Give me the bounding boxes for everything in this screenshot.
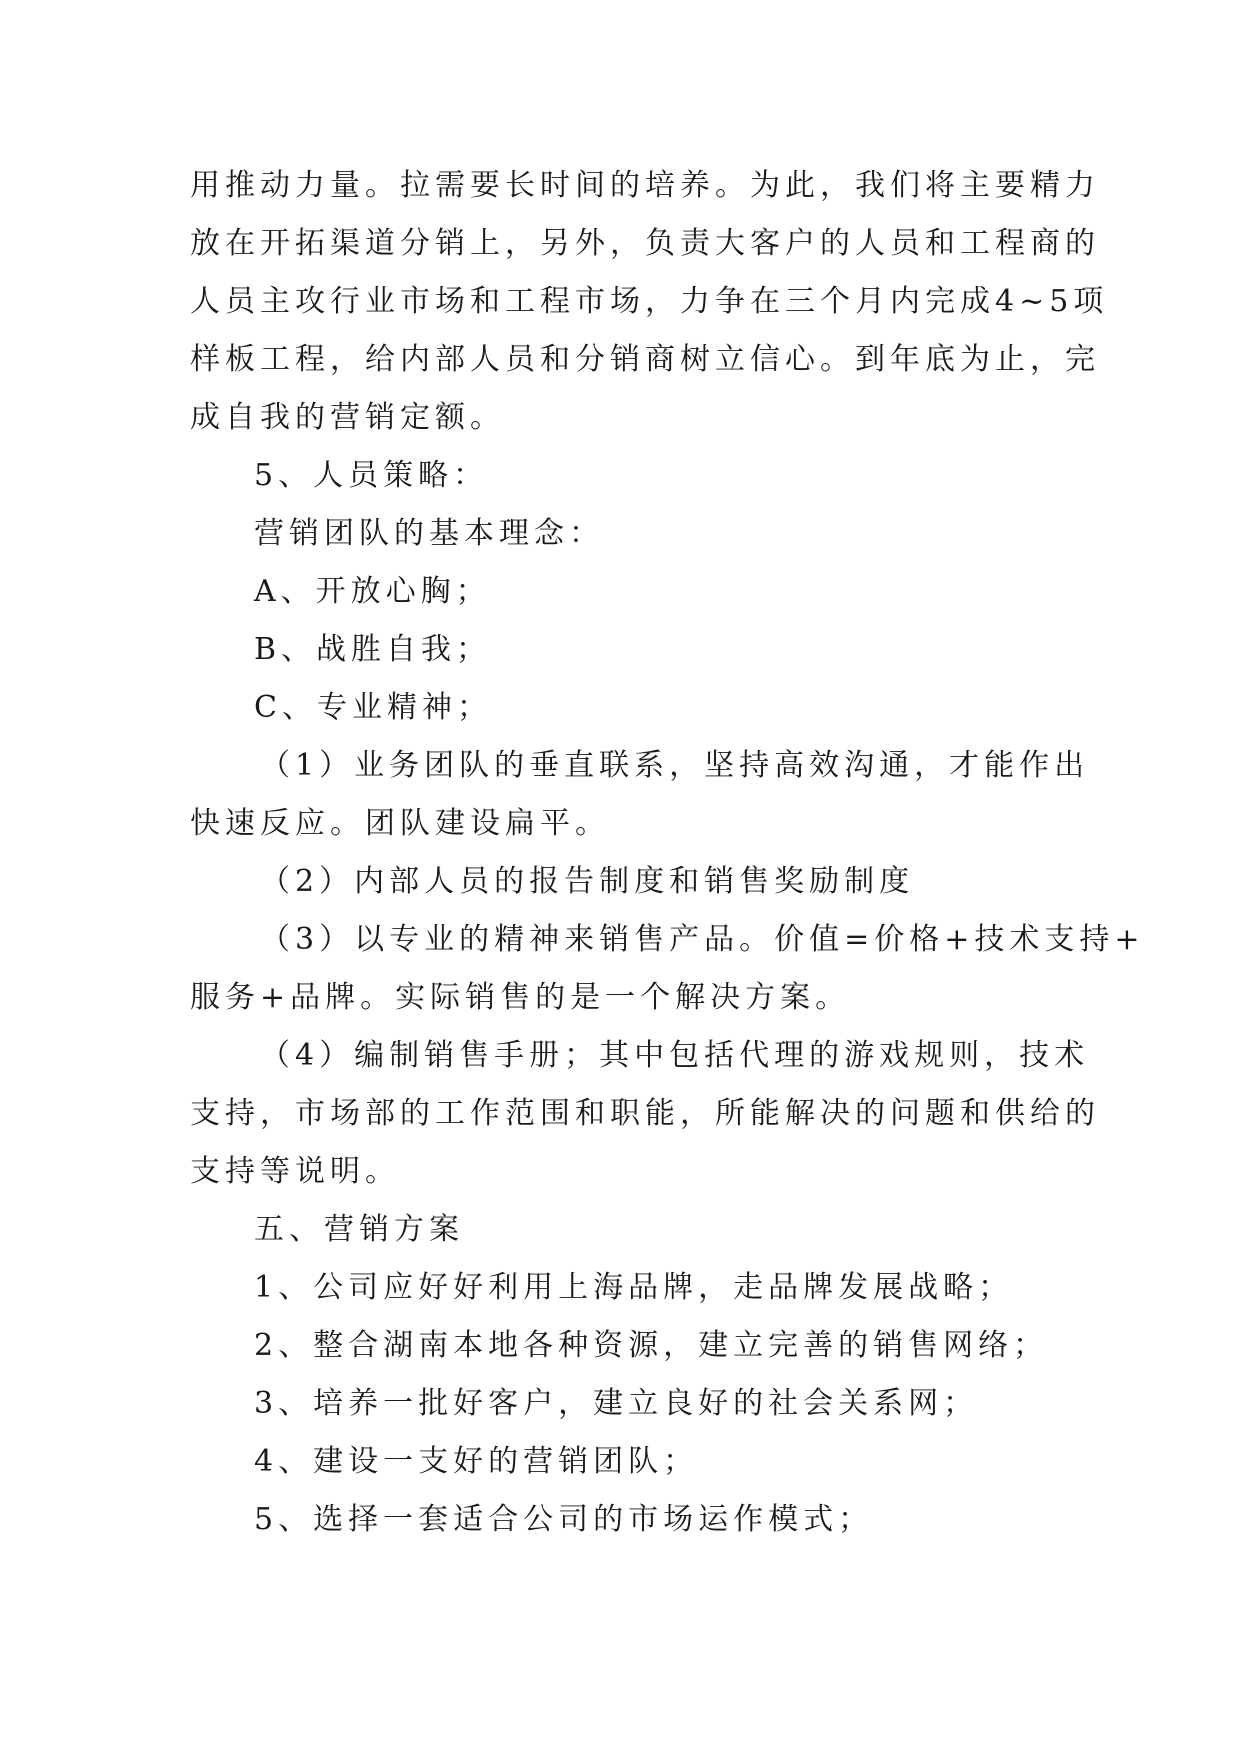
numbered-item: （2）内部人员的报告制度和销售奖励制度	[260, 864, 915, 899]
list-item: 1、公司应好好利用上海品牌，走品牌发展战略；	[254, 1270, 1014, 1305]
paragraph-line: 支持等说明。	[190, 1154, 400, 1189]
paragraph-line: 用推动力量。拉需要长时间的培养。为此，我们将主要精力	[190, 168, 1100, 203]
paragraph-line: 人员主攻行业市场和工程市场，力争在三个月内完成4~5项	[190, 284, 1109, 319]
numbered-item: （4）编制销售手册；其中包括代理的游戏规则，技术	[260, 1038, 1090, 1073]
list-item: 5、选择一套适合公司的市场运作模式；	[254, 1502, 874, 1537]
list-item: C、专业精神；	[254, 690, 492, 725]
list-item: A、开放心胸；	[254, 574, 491, 609]
paragraph-line: 成自我的营销定额。	[190, 400, 505, 435]
paragraph-line: 支持，市场部的工作范围和职能，所能解决的问题和供给的	[190, 1096, 1100, 1131]
list-item: 4、建设一支好的营销团队；	[254, 1444, 699, 1479]
team-philosophy-heading: 营销团队的基本理念：	[254, 516, 604, 551]
paragraph-line: 快速反应。团队建设扁平。	[190, 806, 610, 841]
list-item: 2、整合湖南本地各种资源，建立完善的销售网络；	[254, 1328, 1049, 1363]
paragraph-line: 放在开拓渠道分销上，另外，负责大客户的人员和工程商的	[190, 226, 1100, 261]
numbered-item: （3）以专业的精神来销售产品。价值=价格+技术支持+	[260, 922, 1145, 957]
numbered-item: （1）业务团队的垂直联系，坚持高效沟通，才能作出	[260, 748, 1090, 783]
paragraph-line: 样板工程，给内部人员和分销商树立信心。到年底为止，完	[190, 342, 1100, 377]
document-body	[190, 157, 1145, 1549]
list-item: 3、培养一批好客户，建立良好的社会关系网；	[254, 1386, 979, 1421]
section-heading-marketing-plan: 五、营销方案	[254, 1212, 464, 1247]
list-item: B、战胜自我；	[254, 632, 492, 667]
section-heading-personnel-strategy: 5、人员策略：	[254, 458, 489, 493]
paragraph-line: 服务+品牌。实际销售的是一个解决方案。	[190, 980, 851, 1015]
